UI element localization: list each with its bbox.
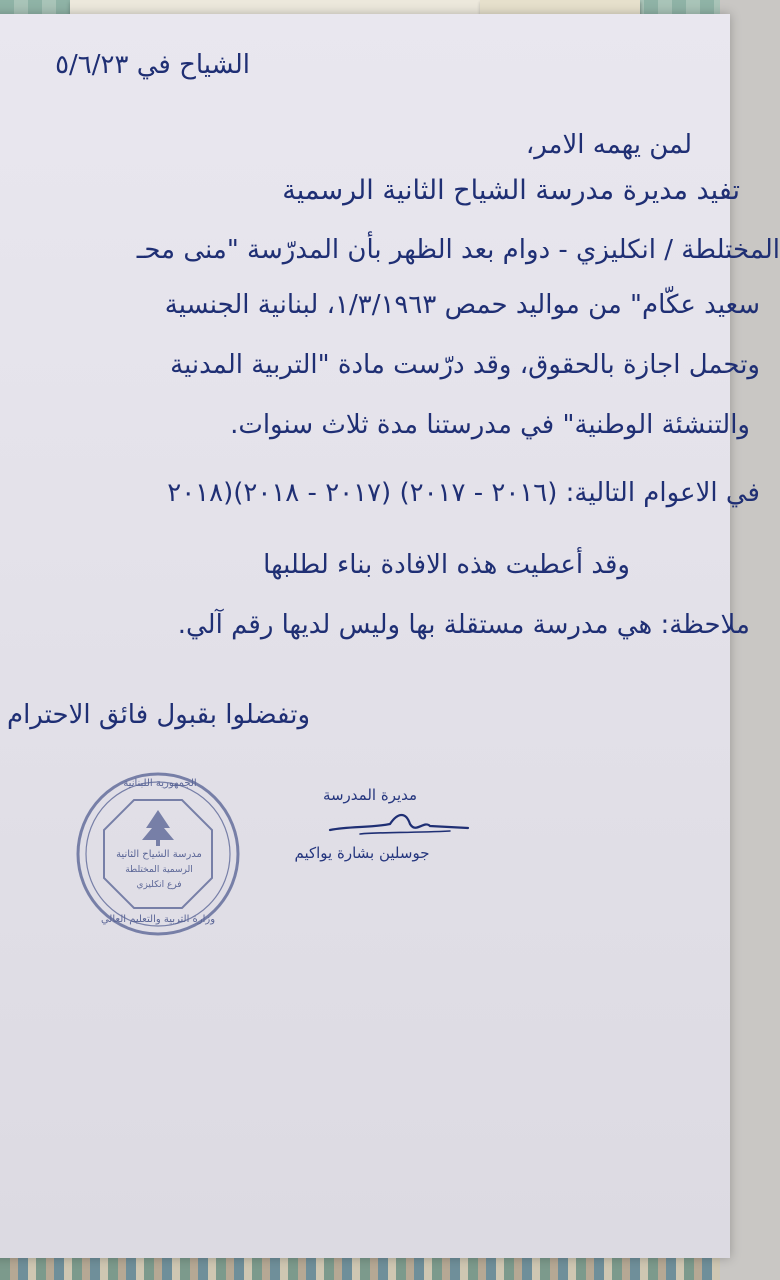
cedar-emblem bbox=[142, 810, 174, 846]
handwritten-signature bbox=[320, 808, 470, 844]
letter-body-line-3: سعيد عكّام" من مواليد حمص ١/٣/١٩٦٣، لبنانية الجنسية bbox=[164, 290, 760, 320]
letter-body-line-7: وقد أعطيت هذه الافادة بناء لطلبها bbox=[263, 550, 630, 580]
letter-body-line-6: في الاعوام التالية: (٢٠١٦ - ٢٠١٧) (٢٠١٧ - ٢٠١٨)(٢٠١٨ bbox=[167, 478, 760, 508]
letter-closing: وتفضلوا بقبول فائق الاحترام bbox=[6, 700, 310, 730]
signature-title: مديرة المدرسة bbox=[322, 786, 418, 804]
stamp-line-1: مدرسة الشياح الثانية bbox=[116, 849, 202, 860]
stamp-ring-bottom-text: وزارة التربية والتعليم العالي bbox=[100, 914, 216, 925]
letter-body-line-2: المختلطة / انكليزي - دوام بعد الظهر بأن المدرّسة "منى محـ bbox=[136, 235, 780, 265]
stamp-line-2: الرسمية المختلطة bbox=[125, 865, 193, 875]
stamp-ring-top-text: الجمهورية اللبنانية bbox=[123, 778, 197, 789]
letter-body-line-4: وتحمل اجازة بالحقوق، وقد درّست مادة "التربية المدنية bbox=[170, 350, 760, 380]
letter-salutation: لمن يهمه الامر، bbox=[525, 130, 692, 160]
letter-body-line-5: والتنشئة الوطنية" في مدرستنا مدة ثلاث سنوات. bbox=[230, 410, 750, 440]
signature-name: جوسلين بشارة يواكيم bbox=[294, 844, 430, 862]
letter-body-line-1: تفيد مديرة مدرسة الشياح الثانية الرسمية bbox=[282, 175, 740, 206]
letter-date: الشياح في ٥/٦/٢٣ bbox=[55, 50, 250, 80]
stamp-line-3: فرع انكليزي bbox=[136, 880, 182, 890]
letter-note: ملاحظة: هي مدرسة مستقلة بها وليس لديها رقم آلي. bbox=[177, 610, 750, 640]
